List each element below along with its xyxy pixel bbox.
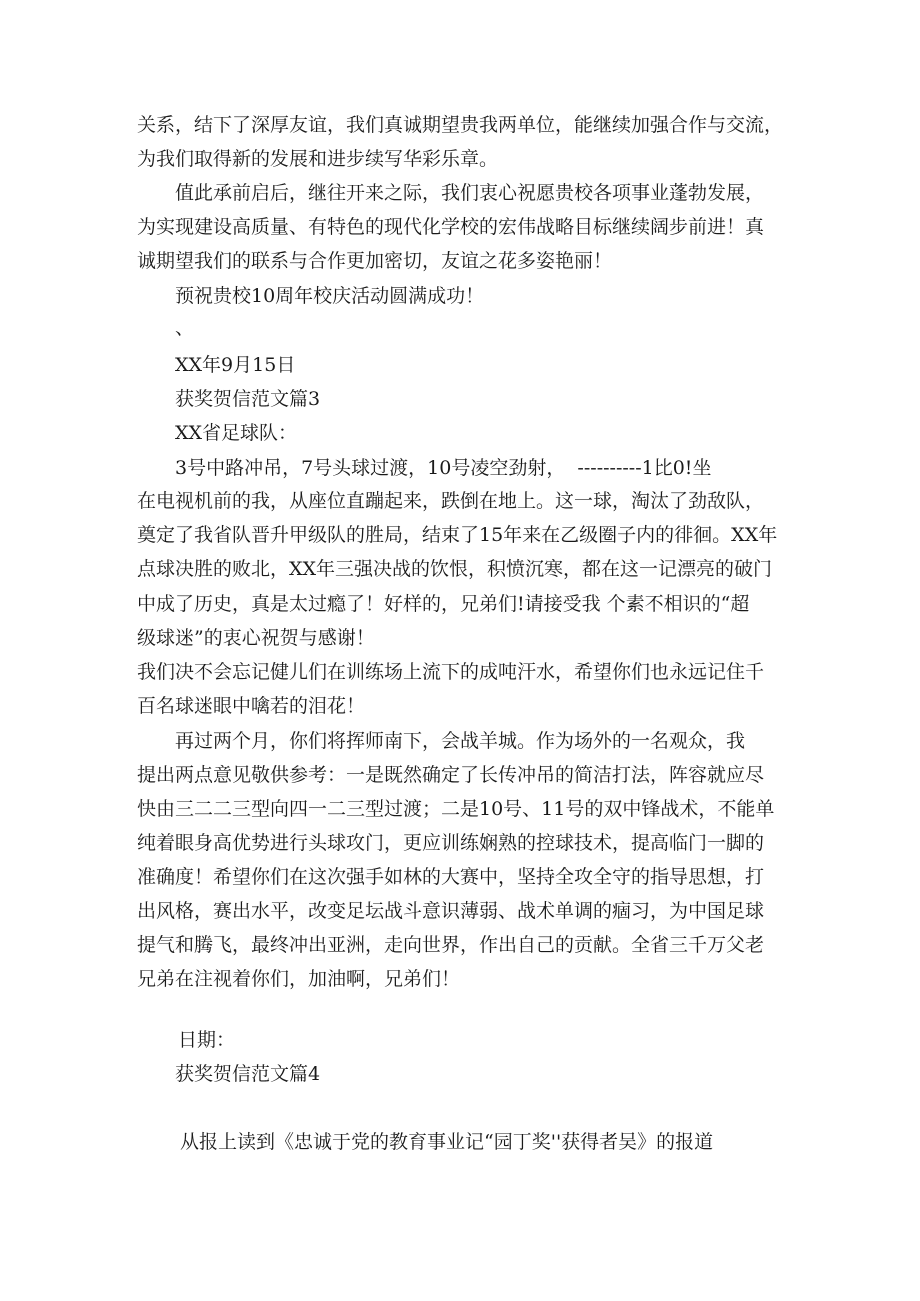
text-line: 中成了历史，真是太过瘾了！好样的，兄弟们!请接受我 个素不相识的“超	[137, 593, 750, 615]
section-heading: 获奖贺信范文篇4	[175, 1063, 321, 1085]
text-line: 出风格，赛出水平，改变足坛战斗意识薄弱、战术单调的痼习，为中国足球	[137, 900, 765, 922]
text-line: 奠定了我省队晋升甲级队的胜局，结束了15年来在乙级圈子内的徘徊。XX年	[137, 524, 778, 546]
text-line: 提气和腾飞，最终冲出亚洲，走向世界，作出自己的贡献。全省三千万父老	[137, 934, 765, 956]
text-line: 兄弟在注视着你们，加油啊，兄弟们！	[137, 968, 461, 990]
text-line: 为实现建设高质量、有特色的现代化学校的宏伟战略目标继续阔步前进！真	[137, 216, 765, 238]
text-line: 提出两点意见敬供参考：一是既然确定了长传冲吊的简洁打法，阵容就应尽	[137, 764, 765, 786]
text-line: 快由三二二三型向四一二三型过渡；二是10号、11号的双中锋战术，不能单	[137, 798, 775, 820]
paragraph-line: 从报上读到《忠诚于党的教育事业记“园丁奖''获得者吴》的报道	[180, 1131, 714, 1153]
salutation: XX省足球队：	[175, 422, 298, 444]
text-line: 点球决胜的败北，XX年三强决战的饮恨，积愤沉寒，都在这一记漂亮的破门	[137, 558, 773, 580]
mark-line: 、	[175, 317, 195, 339]
paragraph-line: 预祝贵校10周年校庆活动圆满成功！	[175, 285, 485, 307]
paragraph-line: 再过两个月，你们将挥师南下，会战羊城。作为场外的一名观众，我	[175, 730, 746, 752]
paragraph-line: 3号中路冲吊，7号头球过渡，10号凌空劲射， ----------1比0!坐	[175, 457, 712, 479]
text-line: 百名球迷眼中噙若的泪花！	[137, 695, 366, 717]
paragraph-line: 值此承前启后，继往开来之际，我们衷心祝愿贵校各项事业蓬勃发展，	[175, 182, 765, 204]
text-line: 诚期望我们的联系与合作更加密切，友谊之花多姿艳丽！	[137, 250, 613, 272]
date-label: 日期：	[178, 1029, 236, 1051]
text-line: 关系，结下了深厚友谊，我们真诚期望贵我两单位，能继续加强合作与交流，	[137, 114, 784, 136]
text-line: 纯着眼身高优势进行头球攻门，更应训练娴熟的控球技术，提高临门一脚的	[137, 832, 765, 854]
section-heading: 获奖贺信范文篇3	[175, 388, 321, 410]
date-line: XX年9月15日	[175, 354, 296, 376]
text-line: 为我们取得新的发展和进步续写华彩乐章。	[137, 148, 499, 170]
text-line: 在电视机前的我，从座位直蹦起来，跌倒在地上。这一球，淘汰了劲敌队，	[137, 490, 765, 512]
text-line: 级球迷”的衷心祝贺与感谢！	[137, 627, 375, 649]
text-line: 准确度！希望你们在这次强手如林的大赛中，坚持全攻全守的指导思想，打	[137, 866, 765, 888]
text-line: 我们决不会忘记健儿们在训练场上流下的成吨汗水，希望你们也永远记住千	[137, 661, 765, 683]
